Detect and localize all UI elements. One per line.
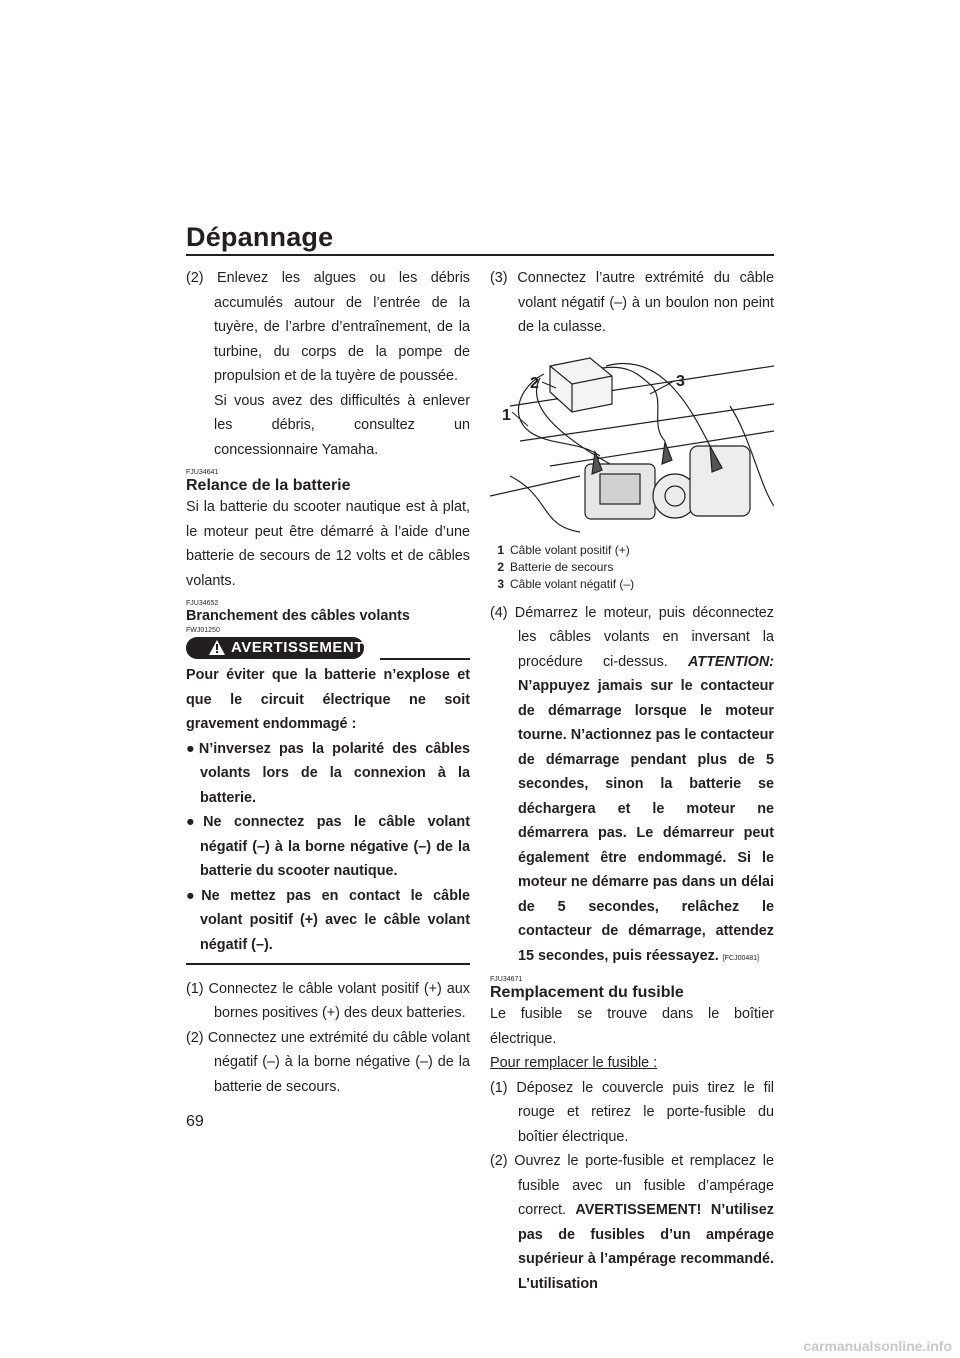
fuse-step-2: (2) Ouvrez le porte-fusible et remplacez le fusible avec un fusible d’ampérage correct. AVERTISSEMENT! N’utilisez pas de fusibles d’un ampérage supérieur à l’ampérage recommandé. L’utilisation <box>490 1153 774 1292</box>
warning-bullet: ●​Ne connectez pas le câble volant négatif (–) à la borne négative (–) de la batterie du scooter nautique. <box>186 814 470 879</box>
left-column <box>186 266 470 1099</box>
warning-end-rule <box>186 963 470 965</box>
step-2-cleaning: (2) Enlevez les algues ou les débris accumulés autour de l’entrée de la tuyère, de l’arbre d’entraînement, de la turbine, du corps de la pompe de propulsion et de la tuyère de poussée. <box>186 270 470 384</box>
legend-item: 2 Batterie de secours <box>497 559 614 574</box>
page-number: 69 <box>186 1113 204 1130</box>
fusible-procedure-label: Pour remplacer le fusible : <box>490 1055 658 1071</box>
callout-1: 1 <box>502 406 511 424</box>
right-column <box>490 266 774 1296</box>
legend-item: 3 Câble volant négatif (–) <box>497 576 635 591</box>
ref-code: FWJ01250 <box>186 627 220 634</box>
step-2-connect-negative: (2) Connectez une extrémité du câble volant négatif (–) à la borne négative (–) de la batterie de secours. <box>186 1029 470 1095</box>
warning-intro: Pour éviter que la batterie n’explose et que le circuit électrique ne soit gravement endommagé : <box>186 667 470 732</box>
step-4-start-engine: (4) Démarrez le moteur, puis déconnectez les câbles volants en inversant la procédure ci-dessus. ATTENTION: N’appuyez jamais sur le contacteur de démarrage lorsque le moteur tourne. N’actionnez pas le contacteur de démarrage pendant plus de 5 secondes, sinon la batterie se déchargera et le moteur ne démarrera pas. Le démarreur peut également être endommagé. Si le moteur ne démarre pas dans un délai de 5 secondes, relâchez le contacteur de démarrage, attendez 15 secondes, puis réessayez. [FCJ00481] <box>490 604 775 964</box>
legend-item: 1 Câble volant positif (+) <box>497 542 630 557</box>
jumper-cable-illustration <box>490 346 774 536</box>
warning-bullet: ●​N’inversez pas la polarité des câbles volants lors de la connexion à la batterie. <box>186 740 470 806</box>
callout-2: 2 <box>530 374 539 392</box>
warning-bullet: ●​Ne mettez pas en contact le câble volant positif (+) avec le câble volant négatif (–). <box>186 887 470 953</box>
watermark: carmanualsonline.info <box>803 1338 952 1354</box>
title-rule <box>186 254 774 256</box>
warning-label: AVERTISSEMENT <box>231 639 364 656</box>
warning-badge <box>186 637 364 659</box>
warning-header-rule <box>380 658 470 660</box>
callout-3: 3 <box>676 372 685 390</box>
step-2-note: Si vous avez des difficultés à enlever les débris, consultez un concessionnaire Yamaha. <box>214 392 470 458</box>
page-title: Dépannage <box>186 222 334 252</box>
relance-paragraph: Si la batterie du scooter nautique est à plat, le moteur peut être démarré à l’aide d’une batterie de secours de 12 volts et de câbles volants. <box>186 499 470 589</box>
warning-header <box>186 637 470 663</box>
ref-code: FJU34671 <box>490 976 523 983</box>
step-1-connect-positive: (1) Connectez le câble volant positif (+) aux bornes positives (+) des deux batteries. <box>186 980 470 1021</box>
step-3-connect-ground: (3) Connectez l’autre extrémité du câble volant négatif (–) à un boulon non peint de la culasse. <box>490 270 774 335</box>
ref-code: FJU34641 <box>186 469 219 476</box>
battery-engine-drawing <box>490 346 774 536</box>
subsection-heading-branchement: Branchement des câbles volants <box>186 608 410 624</box>
section-heading-fusible: Remplacement du fusible <box>490 984 684 1001</box>
ref-code: FJU34652 <box>186 600 219 607</box>
warning-triangle-icon <box>208 639 226 656</box>
fuse-step-1: (1) Déposez le couvercle puis tirez le fil rouge et retirez le porte-fusible du boîtier électrique. <box>490 1079 774 1145</box>
section-heading-relance: Relance de la batterie <box>186 477 351 494</box>
fusible-paragraph: Le fusible se trouve dans le boîtier électrique. <box>490 1006 774 1047</box>
